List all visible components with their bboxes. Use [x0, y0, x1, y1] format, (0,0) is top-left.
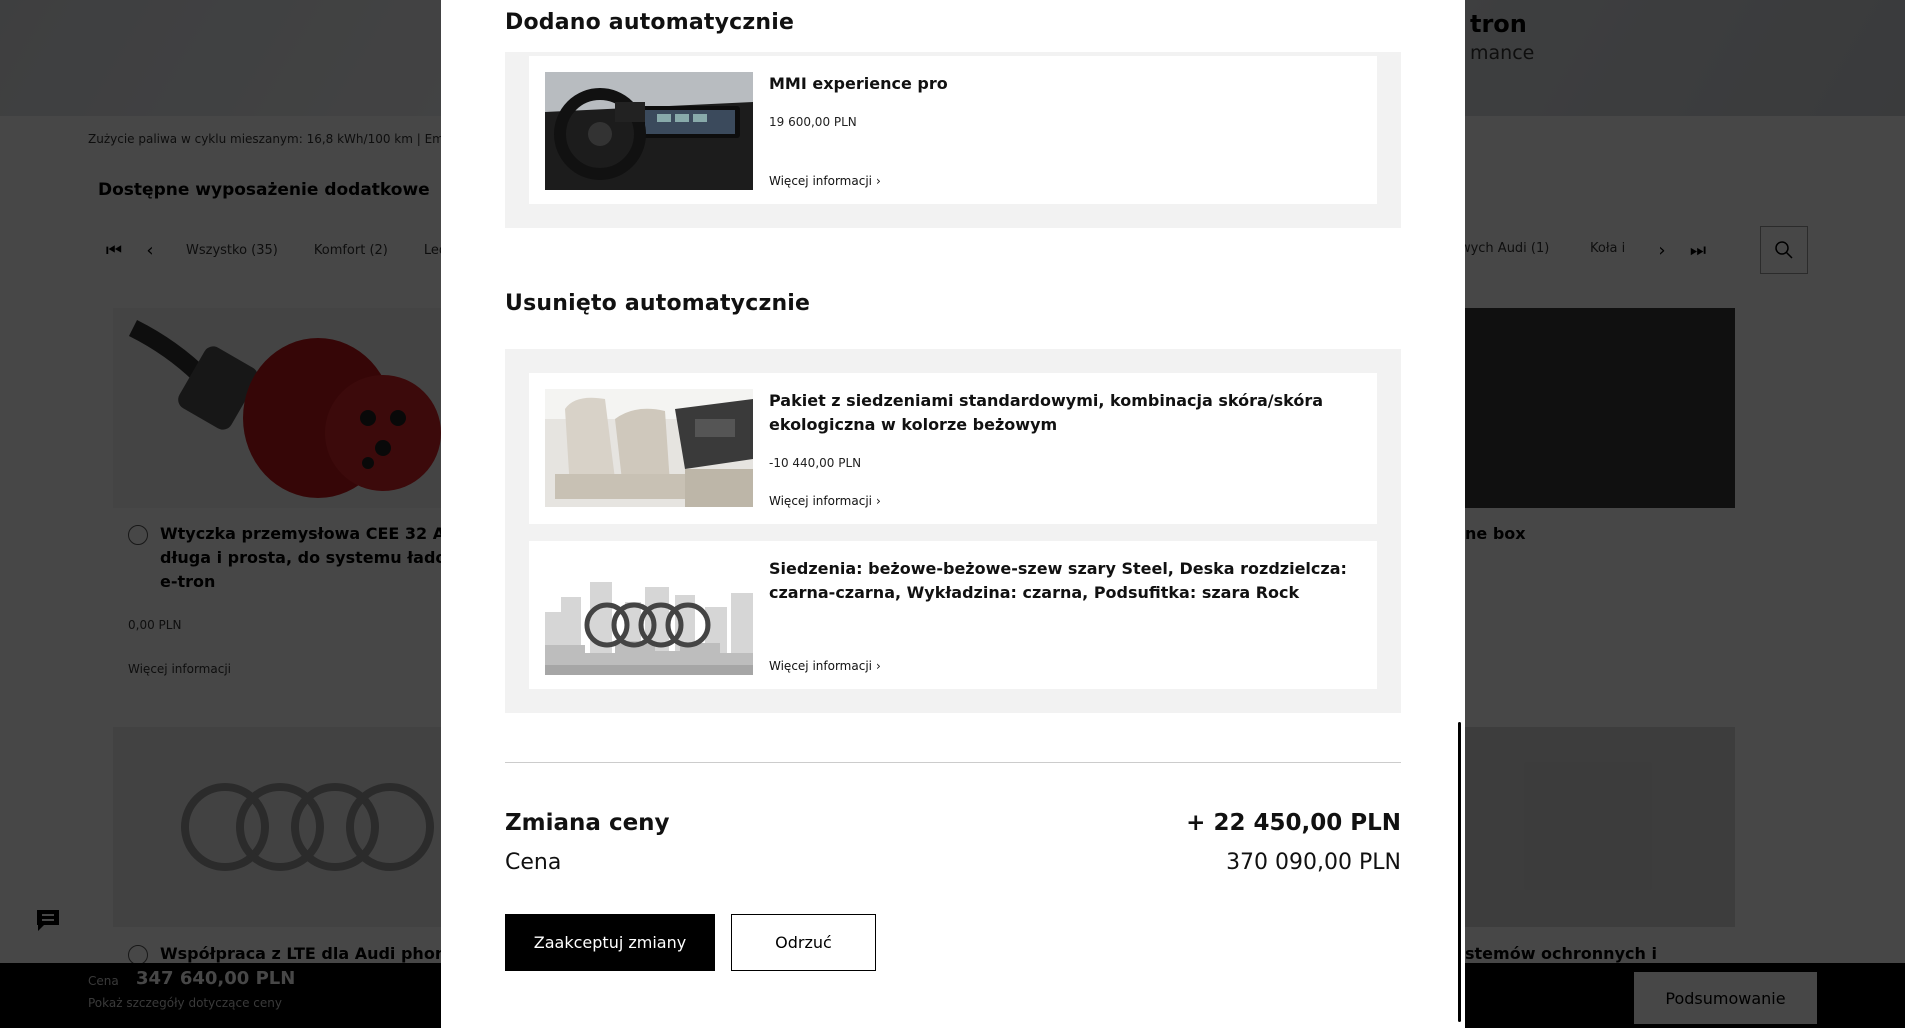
seats-package-more-label: Więcej informacji — [769, 494, 872, 508]
total-price-label: Cena — [505, 850, 562, 875]
price-change-value: + 22 450,00 PLN — [1186, 810, 1401, 836]
list-item-interior-colors — [529, 541, 1377, 689]
dashboard-interior-image — [545, 72, 753, 190]
chevron-right-icon: › — [875, 174, 881, 188]
added-heading: Dodano automatycznie — [505, 10, 795, 35]
price-change-label: Zmiana ceny — [505, 810, 670, 836]
interior-colors-more-link[interactable] — [769, 659, 881, 673]
audi-rings-placeholder-image — [545, 557, 753, 675]
removed-heading: Usunięto automatycznie — [505, 291, 811, 316]
chevron-right-icon: › — [875, 659, 881, 673]
chevron-right-icon: › — [875, 494, 881, 508]
list-item-mmi — [529, 56, 1377, 204]
seats-package-more-link[interactable] — [769, 494, 881, 508]
seats-package-title: Pakiet z siedzeniami standardowymi, kombinacja skóra/skóra ekologiczna w kolorze beżowym — [769, 391, 1324, 434]
price-change-row — [505, 810, 1401, 836]
modal-scrollbar[interactable] — [1458, 722, 1461, 1022]
summary-divider — [505, 762, 1401, 763]
mmi-more-link[interactable] — [769, 174, 881, 188]
list-item-seats-package — [529, 373, 1377, 524]
total-price-row — [505, 850, 1401, 875]
seats-package-price: -10 440,00 PLN — [769, 456, 862, 470]
total-price-value: 370 090,00 PLN — [1226, 850, 1401, 875]
beige-seats-image — [545, 389, 753, 507]
reject-changes-button[interactable]: Odrzuć — [731, 914, 876, 971]
interior-colors-title: Siedzenia: beżowe-beżowe-szew szary Steel, Deska rozdzielcza: czarna-czarna, Wykładzina: czarna, Podsufitka: szara Rock — [769, 559, 1347, 602]
removed-items-group — [505, 349, 1401, 713]
mmi-title: MMI experience pro — [769, 74, 948, 93]
price-change-dialog — [441, 0, 1465, 1028]
mmi-more-label: Więcej informacji — [769, 174, 872, 188]
interior-colors-more-label: Więcej informacji — [769, 659, 872, 673]
mmi-price: 19 600,00 PLN — [769, 115, 857, 129]
accept-changes-button[interactable]: Zaakceptuj zmiany — [505, 914, 715, 971]
added-items-group — [505, 52, 1401, 228]
